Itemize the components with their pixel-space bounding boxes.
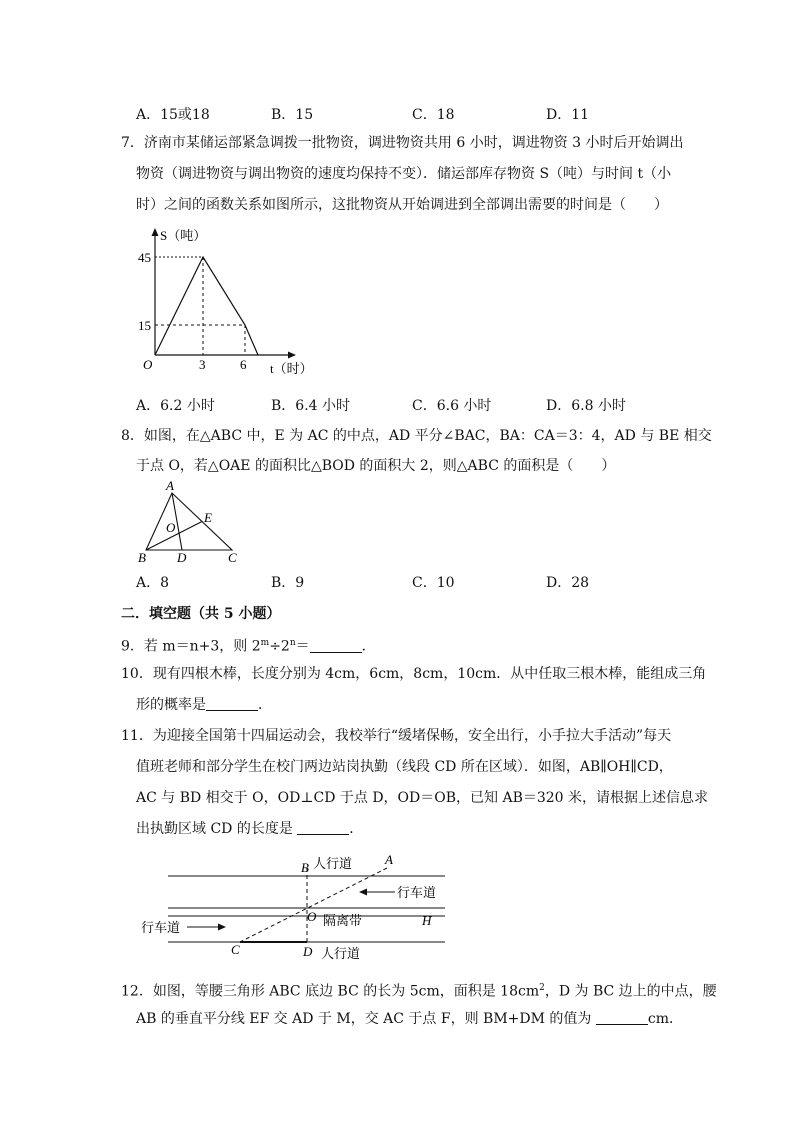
q9-sup-n: n: [289, 638, 296, 648]
q9-answer-blank[interactable]: [310, 638, 362, 653]
q11-label-lane-left: 行车道: [141, 920, 181, 935]
q12-text-line1: [121, 979, 717, 1001]
q11-arrow-left-lane-head: [218, 924, 226, 931]
q8-text-line1: 8．如图，在△ABC 中，E 为 AC 的中点，AD 平分∠BAC，BA：CA＝3：4，AD 与 BE 相交: [121, 428, 712, 444]
q7-function-line: [155, 257, 258, 355]
q7-option-d: D．6.8 小时: [546, 398, 626, 414]
q11-label-sidewalk-bottom: 人行道: [321, 946, 361, 961]
q8-label-d: D: [177, 550, 187, 565]
q11-line4-before: 出执勤区域 CD 的长度是: [136, 821, 298, 837]
q7-option-a: A．6.2 小时: [136, 398, 215, 414]
q12-sup-2: 2: [539, 983, 545, 993]
q8-option-c: C．10: [412, 575, 455, 591]
q7-option-b: B．6.4 小时: [271, 398, 351, 414]
q7-x-tick-6: 6: [240, 357, 247, 372]
q8-text-line2: 于点 O，若△OAE 的面积比△BOD 的面积大 2，则△ABC 的面积是（ ）: [136, 458, 616, 474]
q12-answer-blank[interactable]: [596, 1010, 648, 1025]
q10-answer-blank[interactable]: [206, 696, 258, 711]
q7-text-line1: 7．济南市某储运部紧急调拨一批物资，调进物资共用 6 小时，调进物资 3 小时后开始调出: [121, 135, 684, 151]
q10-text-line2: [136, 696, 272, 714]
section-title-fill-in: 二．填空题（共 5 小题）: [121, 606, 281, 622]
q11-label-o: O: [307, 909, 317, 924]
q6-option-c: C．18: [412, 107, 455, 123]
q7-y-tick-15: 15: [138, 318, 151, 333]
q12-line1-before: 12．如图，等腰三角形 ABC 底边 BC 的长为 5cm，面积是 18cm: [121, 983, 540, 1000]
q8-option-b: B．9: [271, 575, 305, 591]
q7-x-label: t（时）: [270, 361, 313, 376]
q10-text-line1: 10．现有四根木棒，长度分别为 4cm，6cm，8cm，10cm．从中任取三根木棒，能组成三角: [121, 666, 707, 682]
q7-y-label: S（吨）: [160, 228, 207, 243]
q11-label-a: A: [385, 852, 393, 867]
q11-line4-after: ．: [349, 821, 364, 837]
q11-label-c: C: [231, 942, 240, 957]
q8-option-d: D．28: [546, 575, 590, 591]
q8-figure: [132, 478, 252, 566]
q7-origin: O: [143, 357, 153, 372]
q11-arrow-right-lane-head: [359, 889, 367, 896]
q9-after: ＝: [295, 638, 310, 655]
q7-text-line3: 时）之间的函数关系如图所示，这批物资从开始调进到全部调出需要的时间是（ ）: [136, 197, 668, 213]
q7-x-axis-arrow: [288, 352, 296, 359]
q11-figure: [135, 850, 455, 968]
q11-label-lane-right: 行车道: [397, 885, 437, 900]
q11-text-line1: 11．为迎接全国第十四届运动会，我校举行“缓堵保畅，安全出行，小手拉大手活动”每天: [121, 728, 672, 744]
q8-triangle-abc: [146, 493, 232, 550]
q11-label-median: 隔离带: [323, 913, 363, 928]
q8-label-b: B: [138, 550, 146, 565]
q11-label-b: B: [301, 860, 309, 875]
q8-label-o: O: [166, 520, 176, 535]
q10-line2-after: ．: [258, 697, 272, 713]
q8-label-c: C: [228, 550, 237, 565]
q7-text-line2: 物资（调进物资与调出物资的速度均保持不变）．储运部库存物资 S（吨）与时间 t（小: [136, 166, 672, 182]
q11-label-sidewalk-top: 人行道: [313, 856, 353, 871]
q11-segment-ac: [240, 868, 387, 942]
q7-y-tick-45: 45: [138, 250, 151, 265]
q7-y-axis-arrow: [152, 228, 159, 236]
q11-text-line2: 值班老师和部分学生在校门两边站岗执勤（线段 CD 所在区域）．如图，AB∥OH∥CD，: [136, 759, 673, 775]
q10-line2-before: 形的概率是: [136, 697, 206, 713]
q6-option-b: B．15: [271, 107, 314, 123]
q6-option-d: D．11: [546, 107, 590, 123]
q7-option-c: C．6.6 小时: [412, 398, 492, 414]
q11-label-h: H: [422, 913, 432, 928]
q9-before: 9．若 m＝n+3，则 2: [121, 638, 261, 655]
q9-end: ．: [361, 638, 376, 655]
q8-option-a: A．8: [136, 575, 170, 591]
q12-line2-after: cm．: [647, 1011, 683, 1027]
q11-label-d: D: [303, 944, 313, 959]
q12-text-line2: [136, 1010, 683, 1028]
q12-line1-after: ，D 为 BC 边上的中点，腰: [544, 983, 717, 1000]
q8-label-a: A: [166, 478, 174, 493]
q11-text-line3: AC 与 BD 相交于 O，OD⊥CD 于点 D，OD＝OB，已知 AB＝320 米，请根据上述信息求: [136, 790, 709, 806]
q12-line2-before: AB 的垂直平分线 EF 交 AD 于 M，交 AC 于点 F，则 BM+DM 的值为: [136, 1011, 596, 1027]
q11-text-line4: [136, 820, 363, 838]
q7-x-tick-3: 3: [199, 357, 206, 372]
q9-text: [121, 634, 376, 656]
q8-label-e: E: [204, 510, 212, 525]
q9-sup-m: m: [260, 638, 270, 648]
q6-option-a: A．15或18: [136, 107, 210, 123]
q7-graph: [130, 222, 320, 382]
q11-answer-blank[interactable]: [297, 820, 349, 835]
q9-middle: ÷2: [269, 638, 290, 655]
